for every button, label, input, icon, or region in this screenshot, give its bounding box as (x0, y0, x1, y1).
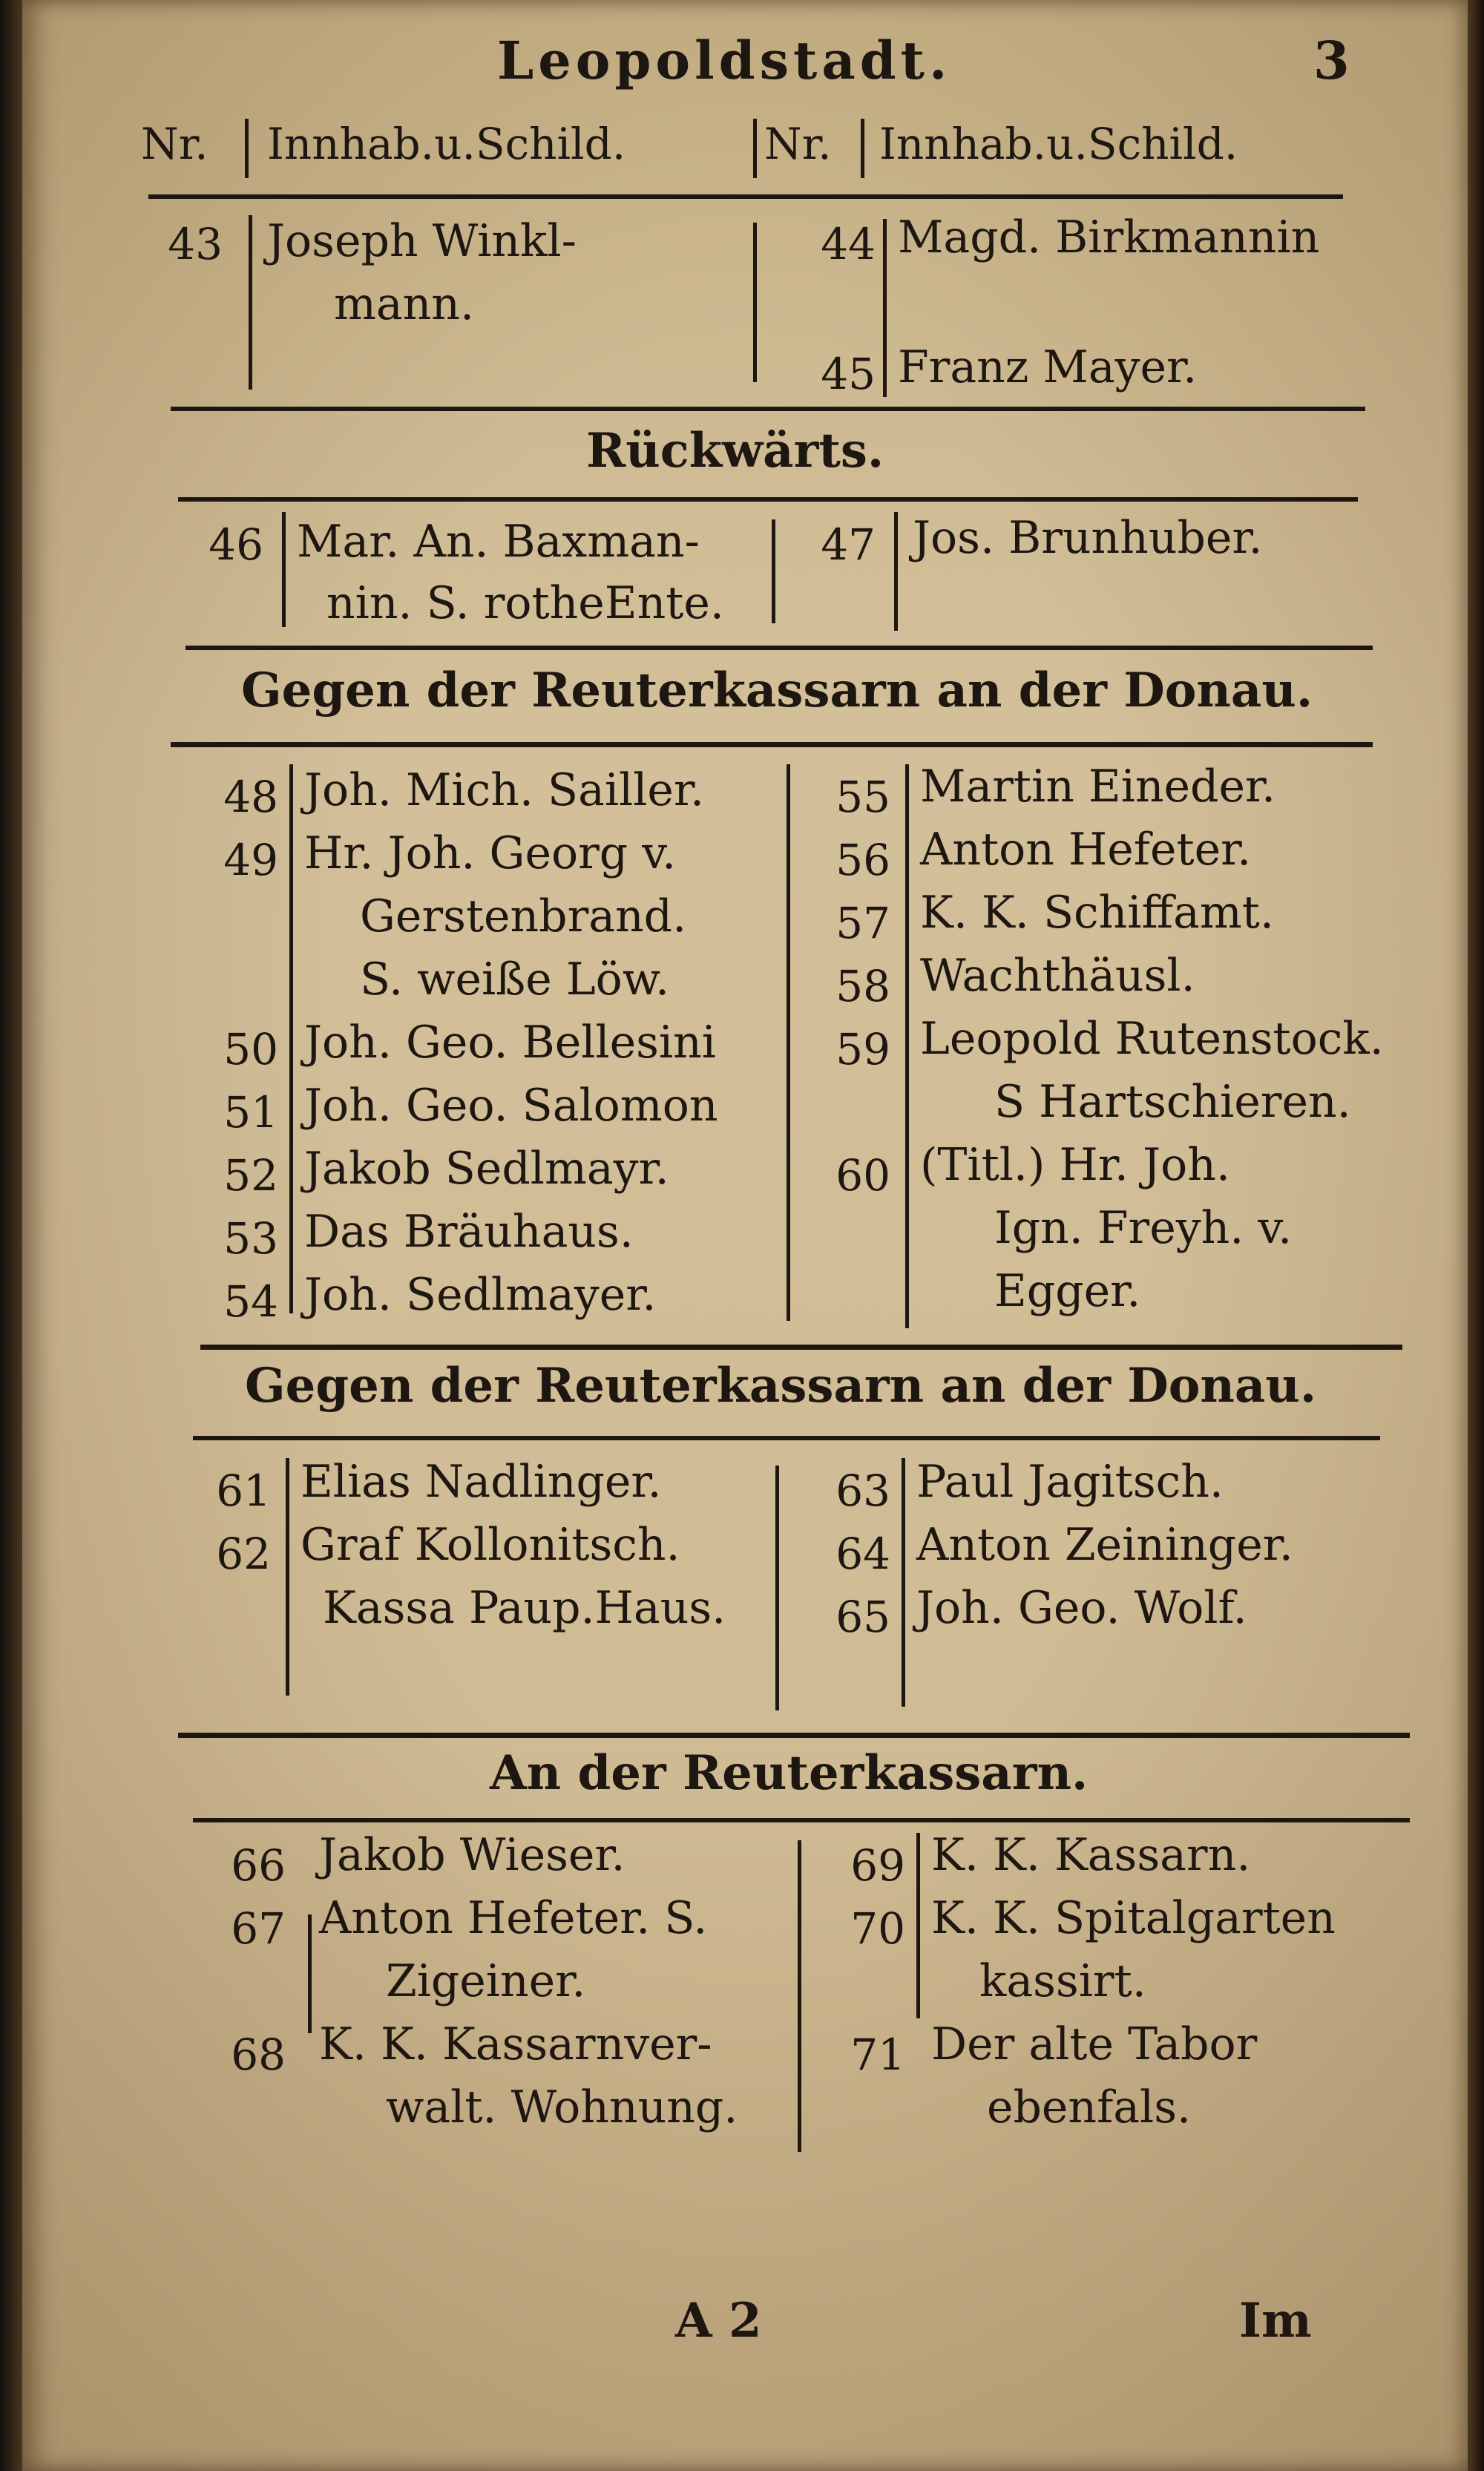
entry-line: Joh. Sedlmayer. (304, 1269, 657, 1321)
column-divider (753, 119, 757, 178)
entry-number: 43 (168, 219, 223, 269)
section-title: Rückwärts. (586, 423, 884, 479)
entry-line: K. K. Schiffamt. (920, 887, 1274, 939)
entry-line: K. K. Kassarn. (931, 1829, 1251, 1881)
entry-number: 70 (850, 1903, 905, 1954)
entry-line: (Titl.) Hr. Joh. (920, 1139, 1230, 1191)
section-title: Gegen der Reuterkassarn an der Donau. (245, 1358, 1317, 1414)
entry-line: Wachthäusl. (920, 950, 1195, 1002)
entry-divider (905, 764, 909, 1328)
entry-number: 53 (223, 1213, 278, 1264)
header-rule (148, 194, 1343, 199)
section-rule (178, 1733, 1410, 1738)
entry-line: Joh. Geo. Bellesini (304, 1017, 716, 1069)
column-divider (245, 119, 249, 178)
column-header-owner-left: Innhab.u.Schild. (267, 119, 626, 169)
column-header-nr-right: Nr. (764, 119, 832, 169)
entry-line: Jakob Wieser. (319, 1829, 626, 1881)
entry-line: Jos. Brunhuber. (913, 512, 1263, 564)
section-title: Gegen der Reuterkassarn an der Donau. (241, 663, 1313, 718)
entry-line: Joh. Mich. Sailler. (304, 764, 705, 816)
section-title: An der Reuterkassarn. (490, 1745, 1089, 1801)
entry-divider (289, 764, 293, 1313)
entry-line: Paul Jagitsch. (916, 1456, 1224, 1508)
entry-divider (894, 512, 898, 631)
entry-line: Martin Eineder. (920, 761, 1276, 813)
entry-divider (308, 1914, 312, 2033)
entry-line: Zigeiner. (386, 1955, 586, 2007)
section-rule (200, 1345, 1402, 1350)
section-rule (171, 407, 1365, 411)
entry-line: Magd. Birkmannin (898, 211, 1320, 263)
entry-number: 58 (835, 961, 890, 1011)
entry-line: S Hartschieren. (994, 1076, 1351, 1128)
entry-number: 66 (231, 1840, 286, 1891)
column-divider (861, 119, 864, 178)
section-rule (178, 497, 1358, 502)
entry-line: Joh. Geo. Wolf. (916, 1582, 1247, 1634)
section-rule (193, 1818, 1410, 1822)
entry-number: 44 (821, 219, 876, 269)
entry-line: kassirt. (979, 1955, 1146, 2007)
entry-line: Anton Zeininger. (916, 1519, 1293, 1571)
section-rule (193, 1436, 1380, 1440)
entry-number: 46 (209, 519, 263, 570)
entry-number: 56 (835, 835, 890, 885)
entry-line: mann. (334, 278, 475, 330)
entry-line: Das Bräuhaus. (304, 1206, 634, 1258)
entry-divider (902, 1458, 905, 1707)
entry-divider (916, 1833, 920, 2018)
entry-number: 64 (835, 1529, 890, 1579)
entry-line: K. K. Spitalgarten (931, 1892, 1336, 1944)
entry-number: 68 (231, 2029, 286, 2080)
entry-line: Egger. (994, 1265, 1141, 1317)
column-divider (753, 223, 757, 382)
entry-line: Elias Nadlinger. (301, 1456, 662, 1508)
column-header-nr-left: Nr. (141, 119, 209, 169)
entry-number: 59 (835, 1024, 890, 1074)
entry-line: Joh. Geo. Salomon (304, 1080, 718, 1132)
entry-line: Hr. Joh. Georg v. (304, 827, 677, 879)
entry-number: 67 (231, 1903, 286, 1954)
entry-line: Kassa Paup.Haus. (323, 1582, 726, 1634)
entry-number: 45 (821, 349, 876, 399)
entry-line: walt. Wohnung. (386, 2081, 738, 2133)
entry-number: 61 (216, 1466, 271, 1516)
entry-line: Ign. Freyh. v. (994, 1202, 1293, 1254)
entry-number: 69 (850, 1840, 905, 1891)
entry-line: Franz Mayer. (898, 341, 1198, 393)
entry-number: 71 (850, 2029, 905, 2080)
entry-number: 62 (216, 1529, 271, 1579)
entry-line: Leopold Rutenstock. (920, 1013, 1384, 1065)
entry-number: 48 (223, 772, 278, 822)
entry-number: 63 (835, 1466, 890, 1516)
section-rule (186, 646, 1373, 650)
column-divider (775, 1466, 779, 1710)
entry-number: 55 (835, 772, 890, 822)
entry-number: 65 (835, 1592, 890, 1642)
column-header-owner-right: Innhab.u.Schild. (879, 119, 1238, 169)
entry-number: 50 (223, 1024, 278, 1074)
page-number: 3 (1313, 30, 1350, 91)
column-divider (787, 764, 790, 1321)
entry-line: K. K. Kassarnver- (319, 2018, 712, 2070)
entry-divider (286, 1458, 289, 1696)
entry-divider (282, 512, 286, 627)
signature-mark: A 2 (675, 2293, 762, 2349)
entry-number: 51 (223, 1087, 278, 1138)
entry-line: Gerstenbrand. (360, 890, 687, 942)
entry-line: Anton Hefeter. S. (319, 1892, 708, 1944)
entry-number: 52 (223, 1150, 278, 1201)
entry-number: 60 (835, 1150, 890, 1201)
entry-number: 49 (223, 835, 278, 885)
section-rule (171, 742, 1373, 747)
entry-line: Anton Hefeter. (920, 824, 1252, 876)
entry-line: nin. S. rotheEnte. (326, 577, 724, 629)
entry-line: Graf Kollonitsch. (301, 1519, 680, 1571)
entry-divider (883, 219, 887, 397)
entry-line: Jakob Sedlmayr. (304, 1143, 669, 1195)
entry-line: Mar. An. Baxman- (297, 516, 700, 568)
column-divider (798, 1840, 801, 2152)
entry-line: ebenfals. (987, 2081, 1192, 2133)
entry-number: 54 (223, 1276, 278, 1327)
entry-line: Der alte Tabor (931, 2018, 1258, 2070)
page-title: Leopoldstadt. (497, 30, 952, 91)
column-divider (772, 519, 775, 623)
catchword: Im (1239, 2293, 1312, 2349)
entry-divider (249, 215, 252, 390)
entry-line: Joseph Winkl- (267, 215, 577, 267)
page (22, 0, 1468, 2471)
entry-number: 57 (835, 898, 890, 948)
entry-line: S. weiße Löw. (360, 954, 670, 1005)
entry-number: 47 (821, 519, 876, 570)
